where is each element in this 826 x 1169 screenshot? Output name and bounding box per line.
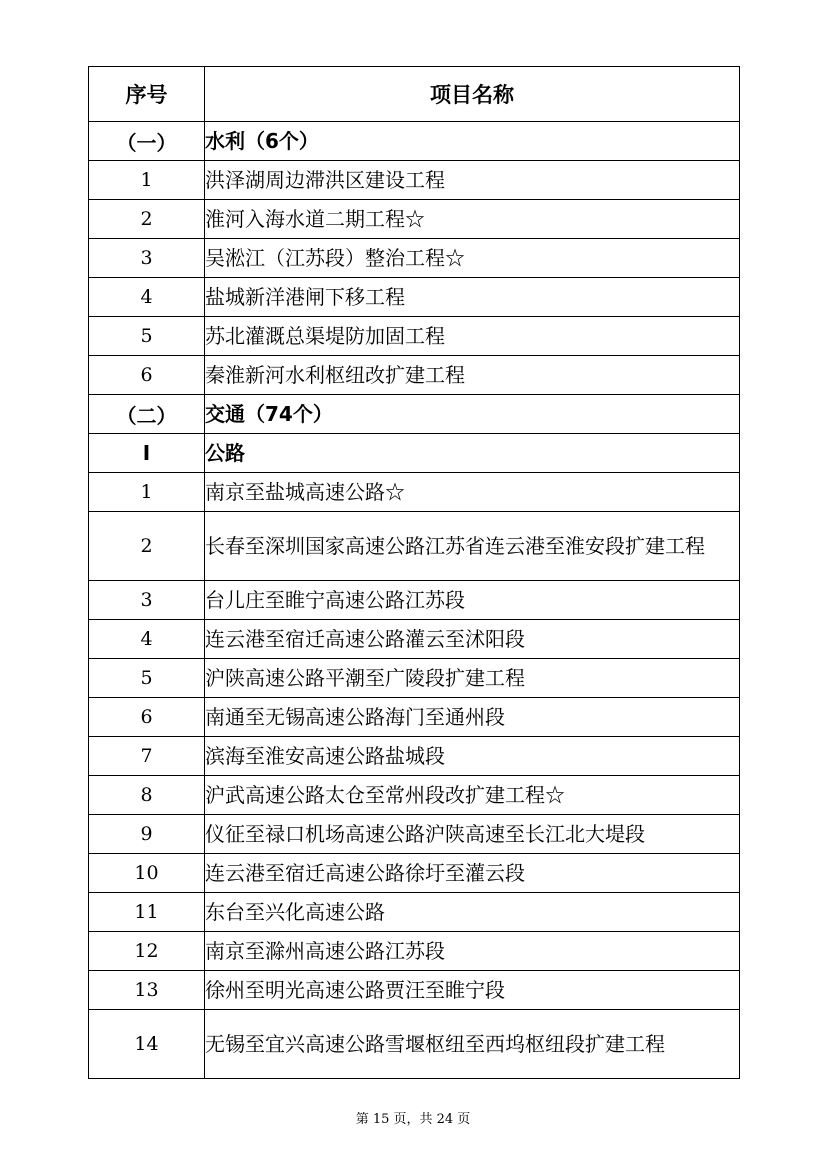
table-row <box>89 698 740 737</box>
project-name: 无锡至宜兴高速公路雪堰枢纽至西坞枢纽段扩建工程 <box>205 1010 740 1079</box>
row-number: 2 <box>89 512 205 581</box>
table-row <box>89 278 740 317</box>
project-name: 沪武高速公路太仓至常州段改扩建工程☆ <box>205 776 740 815</box>
table-row <box>89 356 740 395</box>
section-row <box>89 395 740 434</box>
table-row <box>89 473 740 512</box>
table-row <box>89 932 740 971</box>
row-number: 2 <box>89 200 205 239</box>
row-number: 3 <box>89 581 205 620</box>
table-row <box>89 971 740 1010</box>
project-name: 长春至深圳国家高速公路江苏省连云港至淮安段扩建工程 <box>205 512 740 581</box>
row-number: 6 <box>89 698 205 737</box>
project-name: 交通（74个） <box>205 395 740 434</box>
table-row <box>89 239 740 278</box>
row-number: 10 <box>89 854 205 893</box>
header-name: 项目名称 <box>205 67 740 122</box>
row-number: 14 <box>89 1010 205 1079</box>
project-name: 连云港至宿迁高速公路徐圩至灌云段 <box>205 854 740 893</box>
table-row <box>89 659 740 698</box>
project-name: 台儿庄至睢宁高速公路江苏段 <box>205 581 740 620</box>
row-number: 13 <box>89 971 205 1010</box>
row-number: （二） <box>89 395 205 434</box>
table-row <box>89 620 740 659</box>
project-name: 仪征至禄口机场高速公路沪陕高速至长江北大堤段 <box>205 815 740 854</box>
project-name: 淮河入海水道二期工程☆ <box>205 200 740 239</box>
table-body <box>89 122 740 1079</box>
project-name: 公路 <box>205 434 740 473</box>
table-row <box>89 893 740 932</box>
row-number: 4 <box>89 278 205 317</box>
table-header-row <box>89 67 740 122</box>
row-number: 5 <box>89 659 205 698</box>
row-number: 4 <box>89 620 205 659</box>
project-name: 苏北灌溉总渠堤防加固工程 <box>205 317 740 356</box>
row-number: 11 <box>89 893 205 932</box>
project-name: 连云港至宿迁高速公路灌云至沭阳段 <box>205 620 740 659</box>
row-number: I <box>89 434 205 473</box>
project-name: 东台至兴化高速公路 <box>205 893 740 932</box>
table-row <box>89 317 740 356</box>
table-row <box>89 581 740 620</box>
page-footer: 第 15 页，共 24 页 <box>355 1112 471 1127</box>
table-row <box>89 200 740 239</box>
table-row <box>89 161 740 200</box>
project-name: 盐城新洋港闸下移工程 <box>205 278 740 317</box>
row-number: （一） <box>89 122 205 161</box>
table-row <box>89 512 740 581</box>
section-row <box>89 122 740 161</box>
project-name: 洪泽湖周边滞洪区建设工程 <box>205 161 740 200</box>
header-seq: 序号 <box>89 67 205 122</box>
project-table <box>88 66 740 1079</box>
row-number: 1 <box>89 473 205 512</box>
row-number: 1 <box>89 161 205 200</box>
project-name: 沪陕高速公路平潮至广陵段扩建工程 <box>205 659 740 698</box>
project-name: 吴淞江（江苏段）整治工程☆ <box>205 239 740 278</box>
row-number: 5 <box>89 317 205 356</box>
row-number: 9 <box>89 815 205 854</box>
row-number: 7 <box>89 737 205 776</box>
row-number: 3 <box>89 239 205 278</box>
project-name: 秦淮新河水利枢纽改扩建工程 <box>205 356 740 395</box>
row-number: 8 <box>89 776 205 815</box>
project-name: 南京至盐城高速公路☆ <box>205 473 740 512</box>
table-row <box>89 737 740 776</box>
project-name: 徐州至明光高速公路贾汪至睢宁段 <box>205 971 740 1010</box>
row-number: 6 <box>89 356 205 395</box>
table-row <box>89 815 740 854</box>
section-row <box>89 434 740 473</box>
project-name: 滨海至淮安高速公路盐城段 <box>205 737 740 776</box>
project-name: 南京至滁州高速公路江苏段 <box>205 932 740 971</box>
table-row <box>89 854 740 893</box>
project-name: 南通至无锡高速公路海门至通州段 <box>205 698 740 737</box>
project-name: 水利（6个） <box>205 122 740 161</box>
table-row <box>89 776 740 815</box>
row-number: 12 <box>89 932 205 971</box>
table-row <box>89 1010 740 1079</box>
